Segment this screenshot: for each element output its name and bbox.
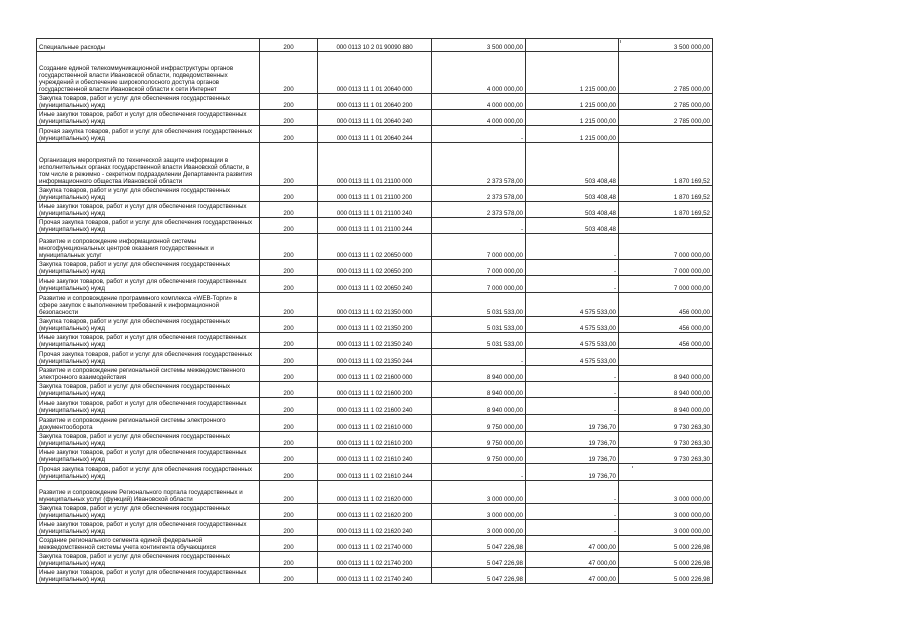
cell-rest: 9 730 263,30: [619, 432, 713, 448]
cell-code: 200: [260, 202, 318, 218]
cell-kbk: 000 0113 11 1 02 21350 200: [318, 317, 432, 333]
cell-kbk: 000 0113 11 1 01 20640 200: [318, 94, 432, 110]
cell-rest: 3 500 000,00: [619, 39, 713, 52]
cell-rest: 7 000 000,00: [619, 260, 713, 276]
cell-exec: 19 736,70: [526, 448, 619, 464]
cell-exec: 19 736,70: [526, 432, 619, 448]
cell-kbk: 000 0113 11 1 02 21740 000: [318, 536, 432, 552]
cell-kbk: 000 0113 11 1 02 21610 200: [318, 432, 432, 448]
cell-plan: -: [432, 218, 526, 234]
cell-rest: 3 000 000,00: [619, 520, 713, 536]
budget-table: [36, 38, 713, 584]
cell-name: Иные закупки товаров, работ и услуг для обеспечения государственных (муниципальных) нужд: [37, 110, 260, 126]
scan-speck: [632, 466, 633, 468]
cell-exec: 19 736,70: [526, 415, 619, 432]
table-row: [37, 293, 713, 317]
cell-kbk: 000 0113 11 1 01 21100 000: [318, 143, 432, 186]
cell-rest: 7 000 000,00: [619, 234, 713, 260]
cell-plan: 3 000 000,00: [432, 504, 526, 520]
table-row: [37, 333, 713, 349]
cell-name: Организация мероприятий по технической защите информации в исполнительных органах государственной власти Ивановской области, в том числе в режимно - секретном подразделении Департамента развития информационного общества Ивановской области: [37, 143, 260, 186]
cell-plan: 9 750 000,00: [432, 448, 526, 464]
cell-exec: 19 736,70: [526, 464, 619, 481]
cell-code: 200: [260, 448, 318, 464]
cell-rest: 456 000,00: [619, 317, 713, 333]
cell-name: Прочая закупка товаров, работ и услуг для обеспечения государственных (муниципальных) нужд: [37, 464, 260, 481]
cell-exec: -: [526, 366, 619, 382]
cell-rest: 7 000 000,00: [619, 276, 713, 293]
cell-plan: 4 000 000,00: [432, 94, 526, 110]
table-row: [37, 186, 713, 202]
cell-code: 200: [260, 415, 318, 432]
cell-plan: 5 031 533,00: [432, 333, 526, 349]
table-row: [37, 349, 713, 366]
cell-name: Закупка товаров, работ и услуг для обеспечения государственных (муниципальных) нужд: [37, 504, 260, 520]
cell-code: 200: [260, 52, 318, 94]
cell-plan: 7 000 000,00: [432, 234, 526, 260]
cell-kbk: 000 0113 11 1 02 21620 200: [318, 504, 432, 520]
cell-name: Иные закупки товаров, работ и услуг для обеспечения государственных (муниципальных) нужд: [37, 398, 260, 415]
cell-kbk: 000 0113 11 1 02 21620 000: [318, 481, 432, 504]
cell-rest: 456 000,00: [619, 333, 713, 349]
cell-plan: 4 000 000,00: [432, 110, 526, 126]
cell-rest: 2 785 000,00: [619, 52, 713, 94]
cell-plan: 8 940 000,00: [432, 382, 526, 398]
cell-code: 200: [260, 186, 318, 202]
cell-exec: 4 575 533,00: [526, 349, 619, 366]
cell-plan: -: [432, 349, 526, 366]
cell-kbk: 000 0113 11 1 02 21610 244: [318, 464, 432, 481]
cell-rest: [619, 349, 713, 366]
cell-code: 200: [260, 110, 318, 126]
cell-name: Создание единой телекоммуникационной инфраструктуры органов государственной власти Ивановской области, подведомственных учреждений и обеспечение широкополосного доступа органов государственной власти Ивановской области к сети Интернет: [37, 52, 260, 94]
cell-name: Закупка товаров, работ и услуг для обеспечения государственных (муниципальных) нужд: [37, 552, 260, 568]
table-row: [37, 366, 713, 382]
cell-exec: 47 000,00: [526, 568, 619, 584]
cell-name: Специальные расходы: [37, 39, 260, 52]
cell-plan: -: [432, 126, 526, 143]
cell-kbk: 000 0113 11 1 01 20640 240: [318, 110, 432, 126]
table-row: [37, 432, 713, 448]
cell-plan: 5 047 226,98: [432, 536, 526, 552]
cell-rest: 2 785 000,00: [619, 94, 713, 110]
cell-name: Закупка товаров, работ и услуг для обеспечения государственных (муниципальных) нужд: [37, 382, 260, 398]
cell-kbk: 000 0113 11 1 02 21600 200: [318, 382, 432, 398]
cell-exec: 1 215 000,00: [526, 110, 619, 126]
cell-kbk: 000 0113 11 1 02 20650 000: [318, 234, 432, 260]
cell-kbk: 000 0113 11 1 01 21100 200: [318, 186, 432, 202]
cell-plan: 5 031 533,00: [432, 293, 526, 317]
cell-name: Иные закупки товаров, работ и услуг для обеспечения государственных (муниципальных) нужд: [37, 202, 260, 218]
cell-plan: 7 000 000,00: [432, 260, 526, 276]
cell-kbk: 000 0113 11 1 01 21100 240: [318, 202, 432, 218]
cell-name: Иные закупки товаров, работ и услуг для обеспечения государственных (муниципальных) нужд: [37, 276, 260, 293]
cell-name: Закупка товаров, работ и услуг для обеспечения государственных (муниципальных) нужд: [37, 94, 260, 110]
table-row: [37, 276, 713, 293]
cell-plan: -: [432, 464, 526, 481]
cell-exec: 47 000,00: [526, 552, 619, 568]
cell-name: Прочая закупка товаров, работ и услуг для обеспечения государственных (муниципальных) нужд: [37, 218, 260, 234]
table-row: [37, 398, 713, 415]
cell-code: 200: [260, 218, 318, 234]
cell-plan: 4 000 000,00: [432, 52, 526, 94]
table-row: [37, 568, 713, 584]
cell-kbk: 000 0113 11 1 02 20650 240: [318, 276, 432, 293]
cell-exec: -: [526, 520, 619, 536]
cell-exec: 503 408,48: [526, 202, 619, 218]
cell-code: 200: [260, 481, 318, 504]
cell-rest: 9 730 263,30: [619, 448, 713, 464]
cell-exec: 4 575 533,00: [526, 333, 619, 349]
cell-code: 200: [260, 39, 318, 52]
table-body: [37, 39, 713, 584]
cell-kbk: 000 0113 11 1 02 21600 000: [318, 366, 432, 382]
cell-code: 200: [260, 126, 318, 143]
cell-rest: 2 785 000,00: [619, 110, 713, 126]
cell-plan: 5 047 226,98: [432, 568, 526, 584]
cell-name: Развитие и сопровождение Регионального портала государственных и муниципальных услуг (функций) Ивановской области: [37, 481, 260, 504]
cell-kbk: 000 0113 11 1 01 21100 244: [318, 218, 432, 234]
cell-code: 200: [260, 382, 318, 398]
cell-code: 200: [260, 432, 318, 448]
table-row: [37, 260, 713, 276]
cell-plan: 2 373 578,00: [432, 186, 526, 202]
cell-code: 200: [260, 349, 318, 366]
cell-rest: 1 870 169,52: [619, 143, 713, 186]
cell-exec: -: [526, 398, 619, 415]
cell-rest: 5 000 226,98: [619, 568, 713, 584]
table-row: [37, 382, 713, 398]
cell-code: 200: [260, 317, 318, 333]
cell-exec: 1 215 000,00: [526, 52, 619, 94]
cell-exec: 47 000,00: [526, 536, 619, 552]
cell-name: Прочая закупка товаров, работ и услуг для обеспечения государственных (муниципальных) нужд: [37, 126, 260, 143]
table-row: [37, 202, 713, 218]
table-row: [37, 39, 713, 52]
cell-code: 200: [260, 504, 318, 520]
cell-name: Создание регионального сегмента единой федеральной межведомственной системы учета контингента обучающихся: [37, 536, 260, 552]
cell-plan: 3 500 000,00: [432, 39, 526, 52]
cell-code: 200: [260, 234, 318, 260]
cell-exec: 4 575 533,00: [526, 293, 619, 317]
cell-kbk: 000 0113 11 1 02 21740 200: [318, 552, 432, 568]
cell-code: 200: [260, 398, 318, 415]
cell-exec: [526, 39, 619, 52]
cell-plan: 8 940 000,00: [432, 398, 526, 415]
cell-rest: 8 940 000,00: [619, 366, 713, 382]
cell-name: Закупка товаров, работ и услуг для обеспечения государственных (муниципальных) нужд: [37, 432, 260, 448]
cell-exec: 503 408,48: [526, 143, 619, 186]
cell-kbk: 000 0113 11 1 02 21740 240: [318, 568, 432, 584]
cell-exec: 4 575 533,00: [526, 317, 619, 333]
cell-code: 200: [260, 260, 318, 276]
table-row: [37, 110, 713, 126]
cell-rest: 5 000 226,98: [619, 552, 713, 568]
cell-code: 200: [260, 333, 318, 349]
cell-kbk: 000 0113 10 2 01 90090 880: [318, 39, 432, 52]
cell-name: Иные закупки товаров, работ и услуг для обеспечения государственных (муниципальных) нужд: [37, 448, 260, 464]
cell-code: 200: [260, 552, 318, 568]
cell-rest: 3 000 000,00: [619, 504, 713, 520]
cell-kbk: 000 0113 11 1 02 21620 240: [318, 520, 432, 536]
cell-rest: [619, 126, 713, 143]
cell-rest: 5 000 226,98: [619, 536, 713, 552]
cell-exec: 503 408,48: [526, 186, 619, 202]
cell-rest: 1 870 169,52: [619, 202, 713, 218]
cell-kbk: 000 0113 11 1 02 21610 240: [318, 448, 432, 464]
cell-rest: 8 940 000,00: [619, 382, 713, 398]
cell-plan: 9 750 000,00: [432, 415, 526, 432]
cell-plan: 8 940 000,00: [432, 366, 526, 382]
table-row: [37, 504, 713, 520]
cell-code: 200: [260, 143, 318, 186]
cell-plan: 3 000 000,00: [432, 520, 526, 536]
cell-rest: 9 730 263,30: [619, 415, 713, 432]
cell-name: Иные закупки товаров, работ и услуг для обеспечения государственных (муниципальных) нужд: [37, 520, 260, 536]
cell-rest: [619, 218, 713, 234]
cell-kbk: 000 0113 11 1 01 20640 000: [318, 52, 432, 94]
cell-rest: 1 870 169,52: [619, 186, 713, 202]
cell-code: 200: [260, 366, 318, 382]
cell-exec: 1 215 000,00: [526, 94, 619, 110]
cell-exec: -: [526, 234, 619, 260]
table-row: [37, 234, 713, 260]
cell-plan: 7 000 000,00: [432, 276, 526, 293]
cell-kbk: 000 0113 11 1 02 21350 000: [318, 293, 432, 317]
cell-rest: 8 940 000,00: [619, 398, 713, 415]
cell-name: Развитие и сопровождение программного комплекса «WEB-Торги» в сфере закупок с выполнением требований к информационной безопасности: [37, 293, 260, 317]
cell-name: Закупка товаров, работ и услуг для обеспечения государственных (муниципальных) нужд: [37, 186, 260, 202]
cell-plan: 3 000 000,00: [432, 481, 526, 504]
table-row: [37, 520, 713, 536]
cell-name: Иные закупки товаров, работ и услуг для обеспечения государственных (муниципальных) нужд: [37, 333, 260, 349]
cell-exec: -: [526, 276, 619, 293]
table-row: [37, 218, 713, 234]
cell-exec: -: [526, 382, 619, 398]
cell-code: 200: [260, 293, 318, 317]
cell-kbk: 000 0113 11 1 02 21610 000: [318, 415, 432, 432]
cell-exec: 1 215 000,00: [526, 126, 619, 143]
cell-exec: 503 408,48: [526, 218, 619, 234]
cell-kbk: 000 0113 11 1 02 20650 200: [318, 260, 432, 276]
cell-name: Развитие и сопровождение региональной системы электронного документооборота: [37, 415, 260, 432]
table-row: [37, 94, 713, 110]
table-row: [37, 415, 713, 432]
cell-code: 200: [260, 568, 318, 584]
cell-code: 200: [260, 464, 318, 481]
cell-exec: -: [526, 260, 619, 276]
cell-name: Закупка товаров, работ и услуг для обеспечения государственных (муниципальных) нужд: [37, 317, 260, 333]
cell-name: Прочая закупка товаров, работ и услуг для обеспечения государственных (муниципальных) нужд: [37, 349, 260, 366]
cell-plan: 2 373 578,00: [432, 202, 526, 218]
cell-code: 200: [260, 536, 318, 552]
cell-exec: -: [526, 504, 619, 520]
cell-plan: 2 373 578,00: [432, 143, 526, 186]
table-row: [37, 481, 713, 504]
table-row: [37, 536, 713, 552]
cell-kbk: 000 0113 11 1 01 20640 244: [318, 126, 432, 143]
cell-kbk: 000 0113 11 1 02 21600 240: [318, 398, 432, 415]
table-row: [37, 552, 713, 568]
table-row: [37, 317, 713, 333]
cell-rest: 3 000 000,00: [619, 481, 713, 504]
cell-plan: 5 031 533,00: [432, 317, 526, 333]
table-row: [37, 52, 713, 94]
cell-kbk: 000 0113 11 1 02 21350 244: [318, 349, 432, 366]
table-row: [37, 143, 713, 186]
cell-code: 200: [260, 520, 318, 536]
cell-name: Иные закупки товаров, работ и услуг для обеспечения государственных (муниципальных) нужд: [37, 568, 260, 584]
scan-speck: [620, 40, 621, 43]
table-row: [37, 126, 713, 143]
table-row: [37, 448, 713, 464]
cell-code: 200: [260, 94, 318, 110]
cell-name: Развитие и сопровождение региональной системы межведомственного электронного взаимодействия: [37, 366, 260, 382]
cell-exec: -: [526, 481, 619, 504]
table-row: [37, 464, 713, 481]
cell-kbk: 000 0113 11 1 02 21350 240: [318, 333, 432, 349]
cell-name: Закупка товаров, работ и услуг для обеспечения государственных (муниципальных) нужд: [37, 260, 260, 276]
cell-code: 200: [260, 276, 318, 293]
cell-plan: 9 750 000,00: [432, 432, 526, 448]
cell-plan: 5 047 226,98: [432, 552, 526, 568]
cell-name: Развитие и сопровождение информационной системы многофункциональных центров оказания государственных и муниципальных услуг: [37, 234, 260, 260]
cell-rest: 456 000,00: [619, 293, 713, 317]
